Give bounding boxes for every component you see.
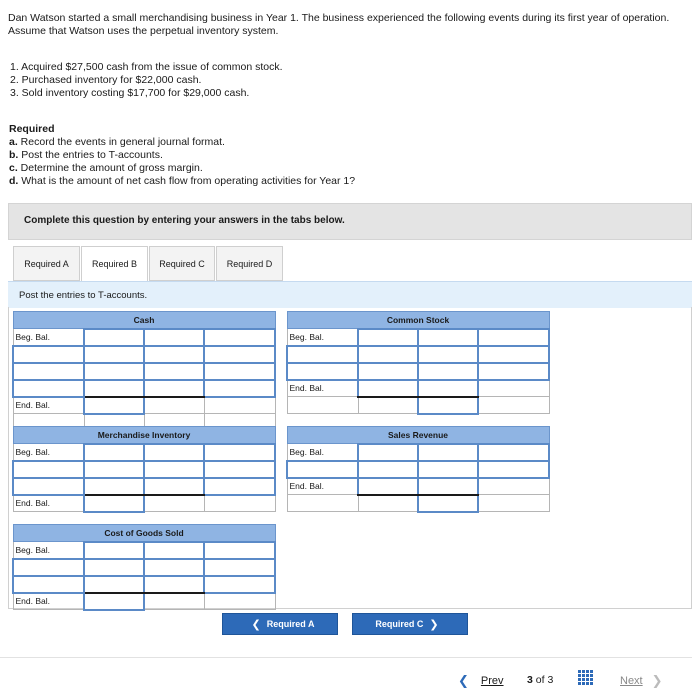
chevron-left-icon: ❮: [251, 618, 261, 631]
credit-amount-input[interactable]: [478, 461, 549, 478]
credit-amount-input[interactable]: [204, 478, 275, 495]
debit-ref-input[interactable]: [287, 461, 358, 478]
t-account-merchandise-inventory: [12, 426, 276, 513]
end-bal-input[interactable]: [84, 397, 144, 414]
credit-input[interactable]: [144, 380, 204, 397]
required-list: [9, 136, 355, 188]
tab-required-a[interactable]: Required A: [13, 246, 80, 281]
end-bal-input[interactable]: [418, 495, 478, 512]
required-item: b. Post the entries to T-accounts.: [9, 149, 163, 161]
credit-amount-input[interactable]: [204, 444, 275, 461]
credit-amount-input[interactable]: [204, 380, 275, 397]
account-title: Cost of Goods Sold: [13, 525, 275, 542]
event-item: 1. Acquired $27,500 cash from the issue of common stock.: [10, 61, 283, 73]
debit-input[interactable]: [84, 346, 144, 363]
credit-amount-input[interactable]: [204, 329, 275, 346]
credit-input[interactable]: [418, 380, 478, 397]
credit-amount-input[interactable]: [204, 576, 275, 593]
required-item: a. Record the events in general journal format.: [9, 136, 225, 148]
debit-input[interactable]: [358, 461, 418, 478]
credit-input[interactable]: [144, 346, 204, 363]
required-item: d. What is the amount of net cash flow from operating activities for Year 1?: [9, 175, 356, 187]
t-account-cash: [12, 311, 276, 431]
complete-question-text: Complete this question by entering your answers in the tabs below.: [24, 215, 345, 226]
account-title: Cash: [13, 312, 275, 329]
credit-input[interactable]: [144, 461, 204, 478]
debit-ref-input[interactable]: [13, 478, 84, 495]
beg-bal-label: Beg. Bal.: [287, 444, 358, 461]
chevron-right-icon: ❯: [651, 673, 663, 688]
debit-input[interactable]: [84, 363, 144, 380]
debit-ref-input[interactable]: [287, 346, 358, 363]
debit-input[interactable]: [84, 559, 144, 576]
credit-amount-input[interactable]: [204, 461, 275, 478]
credit-amount-input[interactable]: [204, 363, 275, 380]
debit-input[interactable]: [84, 380, 144, 397]
beg-bal-label: Beg. Bal.: [13, 444, 84, 461]
chevron-right-icon: ❯: [429, 618, 439, 631]
end-bal-input[interactable]: [84, 495, 144, 512]
credit-input[interactable]: [418, 329, 478, 346]
t-account-common-stock: [286, 311, 550, 415]
required-title: Required: [9, 123, 55, 135]
debit-ref-input[interactable]: [13, 559, 84, 576]
instruction-text: Post the entries to T-accounts.: [19, 290, 148, 301]
instruction-bar: [8, 281, 692, 308]
credit-input[interactable]: [144, 542, 204, 559]
event-item: 3. Sold inventory costing $17,700 for $29,000 cash.: [10, 87, 250, 99]
complete-question-bar: [8, 203, 692, 240]
credit-input[interactable]: [144, 444, 204, 461]
beg-bal-label: Beg. Bal.: [13, 542, 84, 559]
credit-input[interactable]: [144, 329, 204, 346]
prev-link[interactable]: ❮ Prev: [458, 673, 504, 688]
credit-amount-input[interactable]: [478, 363, 549, 380]
credit-amount-input[interactable]: [204, 542, 275, 559]
required-item: c. Determine the amount of gross margin.: [9, 162, 203, 174]
next-link[interactable]: Next ❯: [620, 673, 663, 688]
beg-bal-label: Beg. Bal.: [13, 329, 84, 346]
back-required-a-button[interactable]: ❮ Required A: [222, 613, 338, 635]
end-bal-input[interactable]: [84, 593, 144, 610]
debit-input[interactable]: [358, 478, 418, 495]
debit-input[interactable]: [84, 576, 144, 593]
t-account-sales-revenue: [286, 426, 550, 513]
debit-input[interactable]: [84, 478, 144, 495]
debit-input[interactable]: [358, 380, 418, 397]
credit-input[interactable]: [418, 346, 478, 363]
debit-input[interactable]: [358, 346, 418, 363]
account-title: Common Stock: [287, 312, 549, 329]
debit-ref-input[interactable]: [13, 461, 84, 478]
credit-amount-input[interactable]: [204, 346, 275, 363]
tab-required-b[interactable]: Required B: [81, 246, 148, 282]
credit-input[interactable]: [418, 444, 478, 461]
end-bal-label: End. Bal.: [287, 478, 358, 495]
debit-input[interactable]: [358, 363, 418, 380]
debit-ref-input[interactable]: [13, 576, 84, 593]
credit-input[interactable]: [418, 363, 478, 380]
credit-input[interactable]: [144, 559, 204, 576]
problem-intro: Dan Watson started a small merchandising business in Year 1. The business experienced the following events during its first year of operation. Assume that Watson uses the perpetual inventory system.: [8, 12, 670, 37]
forward-required-c-button[interactable]: Required C ❯: [352, 613, 468, 635]
t-account-cost-of-goods-sold: [12, 524, 276, 611]
chevron-left-icon: ❮: [458, 673, 469, 688]
grid-icon[interactable]: [578, 670, 593, 685]
debit-input[interactable]: [84, 329, 144, 346]
debit-input[interactable]: [84, 542, 144, 559]
event-list: [10, 61, 283, 100]
debit-input[interactable]: [358, 444, 418, 461]
credit-input[interactable]: [418, 461, 478, 478]
debit-ref-input[interactable]: [13, 380, 84, 397]
end-bal-label: End. Bal.: [287, 380, 358, 397]
debit-ref-input[interactable]: [287, 363, 358, 380]
end-bal-label: End. Bal.: [13, 593, 84, 610]
end-bal-label: End. Bal.: [13, 397, 84, 414]
debit-input[interactable]: [84, 461, 144, 478]
event-item: 2. Purchased inventory for $22,000 cash.: [10, 74, 202, 86]
end-bal-label: End. Bal.: [13, 495, 84, 512]
end-bal-input[interactable]: [418, 397, 478, 414]
credit-amount-input[interactable]: [478, 346, 549, 363]
credit-amount-input[interactable]: [204, 559, 275, 576]
tab-required-c[interactable]: Required C: [149, 246, 215, 281]
beg-bal-label: Beg. Bal.: [287, 329, 358, 346]
credit-input[interactable]: [144, 478, 204, 495]
credit-amount-input[interactable]: [478, 444, 549, 461]
credit-input[interactable]: [144, 576, 204, 593]
debit-input[interactable]: [84, 444, 144, 461]
debit-ref-input[interactable]: [13, 346, 84, 363]
credit-input[interactable]: [144, 363, 204, 380]
tab-required-d[interactable]: Required D: [216, 246, 283, 281]
credit-amount-input[interactable]: [478, 329, 549, 346]
account-title: Merchandise Inventory: [13, 427, 275, 444]
account-title: Sales Revenue: [287, 427, 549, 444]
page-indicator: 3 of 3: [527, 674, 554, 686]
credit-input[interactable]: [418, 478, 478, 495]
debit-input[interactable]: [358, 329, 418, 346]
debit-ref-input[interactable]: [13, 363, 84, 380]
